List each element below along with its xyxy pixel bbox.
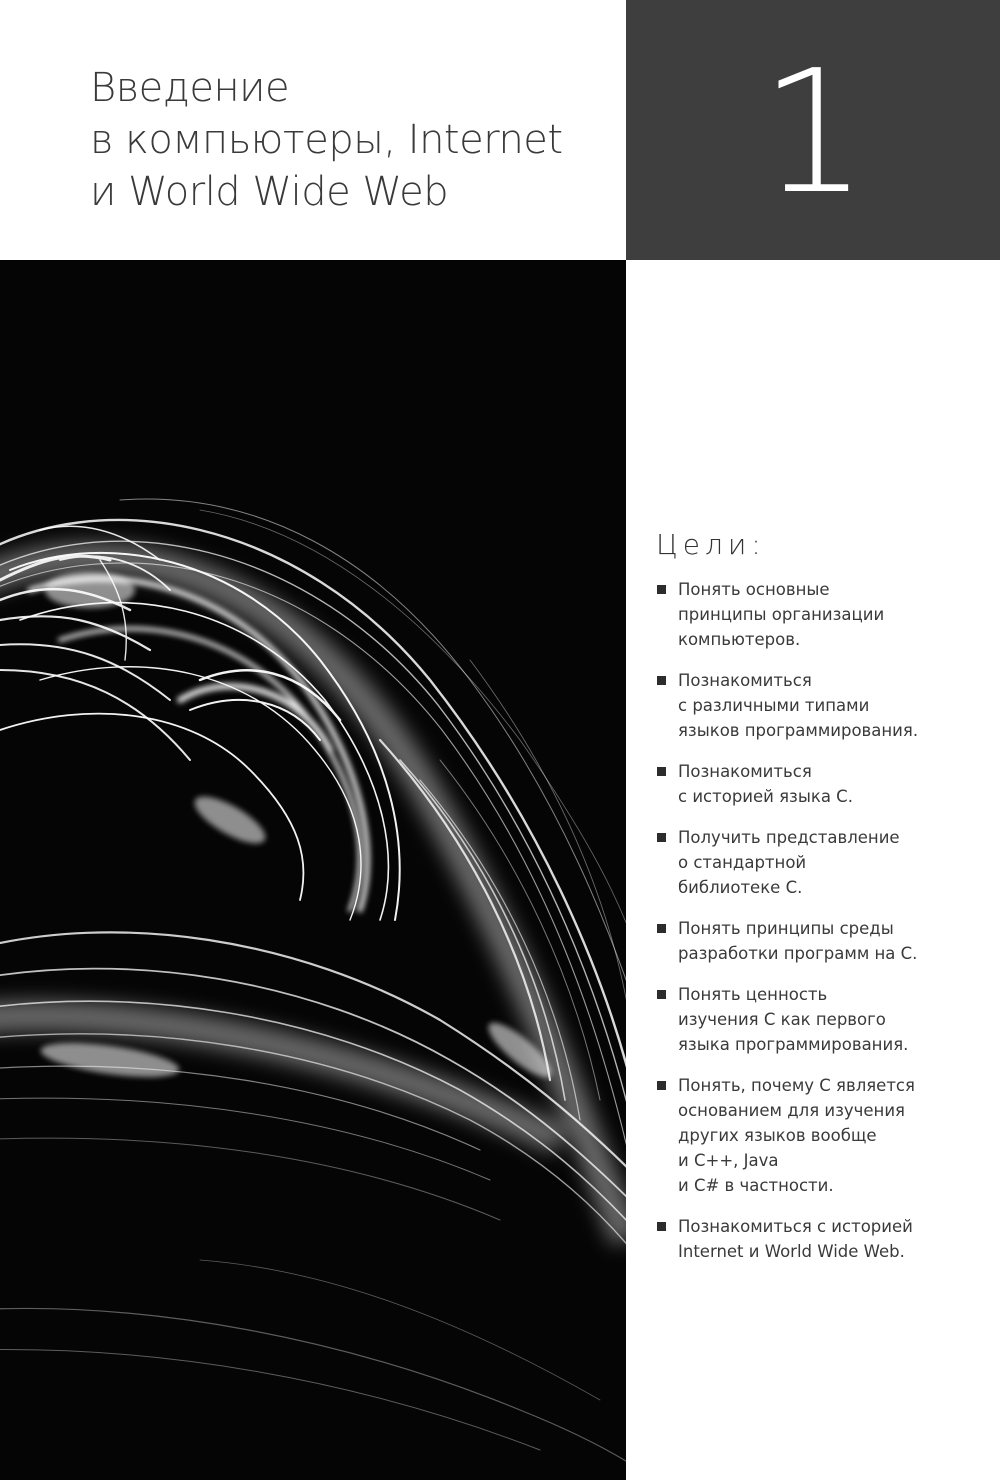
goals-heading: Цели: bbox=[656, 528, 766, 561]
chapter-title-line-1: Введение bbox=[90, 65, 290, 111]
goal-item bbox=[654, 825, 994, 900]
goal-text-line: основанием для изучения bbox=[678, 1101, 905, 1120]
goal-text-line: Понять, почему С является bbox=[678, 1076, 915, 1095]
square-bullet-icon bbox=[657, 924, 666, 933]
chapter-number: 1 bbox=[759, 34, 868, 232]
square-bullet-icon bbox=[657, 1081, 666, 1090]
square-bullet-icon bbox=[657, 767, 666, 776]
square-bullet-icon bbox=[657, 585, 666, 594]
goal-text-line: и С# в частности. bbox=[678, 1176, 834, 1195]
chapter-title bbox=[90, 62, 610, 218]
goal-text-line: Познакомиться bbox=[678, 762, 812, 781]
square-bullet-icon bbox=[657, 1222, 666, 1231]
goal-text-line: Познакомиться bbox=[678, 671, 812, 690]
goal-text-line: принципы организации bbox=[678, 605, 885, 624]
chapter-title-line-3: и World Wide Web bbox=[90, 169, 449, 215]
swirl-illustration bbox=[0, 260, 626, 1480]
goal-text-line: библиотеке С. bbox=[678, 878, 803, 897]
goal-text-line: других языков вообще bbox=[678, 1126, 877, 1145]
goal-text-line: и С++, Java bbox=[678, 1151, 779, 1170]
goal-item bbox=[654, 668, 994, 743]
goals-section bbox=[654, 527, 994, 1280]
goal-text-line: Понять принципы среды bbox=[678, 919, 894, 938]
decorative-swirl-image bbox=[0, 260, 626, 1480]
goal-text-line: Получить представление bbox=[678, 828, 900, 847]
goal-text-line: о стандартной bbox=[678, 853, 807, 872]
goal-text-line: Internet и World Wide Web. bbox=[678, 1242, 905, 1261]
goal-text-line: с историей языка С. bbox=[678, 787, 853, 806]
square-bullet-icon bbox=[657, 676, 666, 685]
goal-item bbox=[654, 916, 994, 966]
goal-item bbox=[654, 982, 994, 1057]
goal-text-line: с различными типами bbox=[678, 696, 870, 715]
goal-text-line: Понять основные bbox=[678, 580, 830, 599]
goal-text-line: Познакомиться с историей bbox=[678, 1217, 913, 1236]
goal-text-line: языков программирования. bbox=[678, 721, 919, 740]
square-bullet-icon bbox=[657, 990, 666, 999]
goal-text-line: языка программирования. bbox=[678, 1035, 909, 1054]
goal-text-line: изучения С как первого bbox=[678, 1010, 886, 1029]
goals-list bbox=[654, 577, 994, 1264]
goal-item bbox=[654, 1073, 994, 1198]
goal-item bbox=[654, 577, 994, 652]
goal-item bbox=[654, 1214, 994, 1264]
chapter-title-line-2: в компьютеры, Internet bbox=[90, 117, 563, 163]
goal-item bbox=[654, 759, 994, 809]
goal-text-line: Понять ценность bbox=[678, 985, 828, 1004]
square-bullet-icon bbox=[657, 833, 666, 842]
goal-text-line: разработки программ на С. bbox=[678, 944, 918, 963]
chapter-number-box bbox=[626, 0, 1000, 260]
goal-text-line: компьютеров. bbox=[678, 630, 801, 649]
